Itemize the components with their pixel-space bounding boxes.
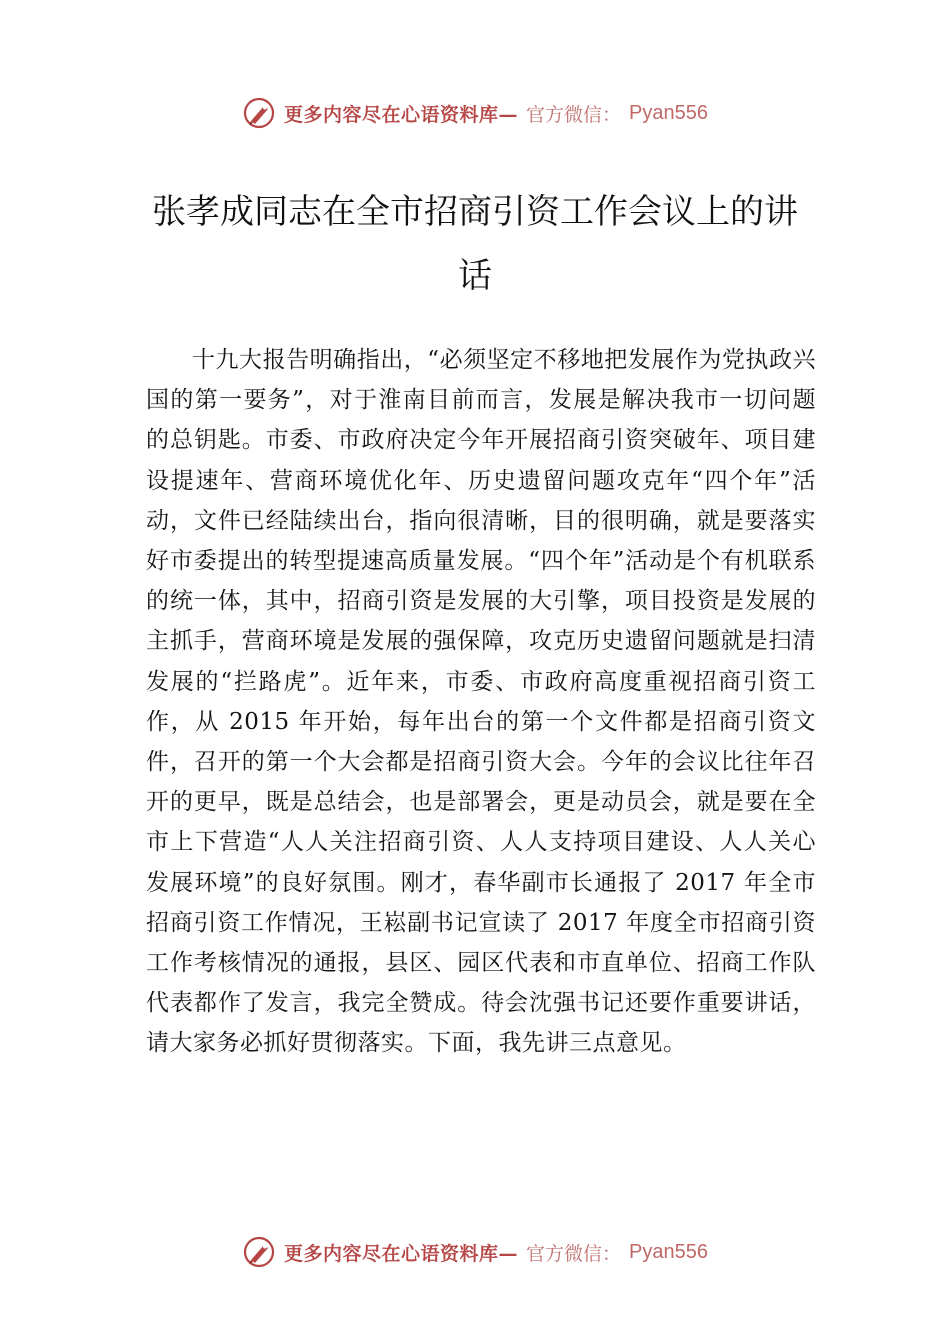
banner-wechat-id: Pyan556 [629,1240,708,1263]
banner-text: 更多内容尽在心语资料库— [284,103,519,126]
body-paragraph: 十九大报告明确指出，“必须坚定不移地把发展作为党执政兴国的第一要务”，对于淮南目前而言，发展是解决我市一切问题的总钥匙。市委、市政府决定今年开展招商引资突破年、项目建设提速年、营商环境优化年、历史遗留问题攻克年“四个年”活动，文件已经陆续出台，指向很清晰，目的很明确，就是要落实好市委提出的转型提速高质量发展。“四个年”活动是个有机联系的统一体，其中，招商引资是发展的大引擎，项目投资是发展的主抓手，营商环境是发展的强保障，攻克历史遗留问题就是扫清发展的“拦路虎”。近年来，市委、市政府高度重视招商引资工作，从 2015 年开始，每年出台的第一个文件都是招商引资文件，召开的第一个大会都是招商引资大会。今年的会议比往年召开的更早，既是总结会，也是部署会，更是动员会，就是要在全市上下营造“人人关注招商引资、人人支持项目建设、人人关心发展环境”的良好氛围。刚才，春华副市长通报了 2017 年全市招商引资工作情况，王崧副书记宣读了 2017 年度全市招商引资工作考核情况的通报，县区、园区代表和市直单位、招商工作队代表都作了发言，我完全赞成。待会沈强书记还要作重要讲话，请大家务必抓好贯彻落实。下面，我先讲三点意见。 [146,347,816,1057]
banner-wechat-label: 官方微信： [526,1242,622,1265]
header-banner [0,93,950,133]
pen-nib-logo-icon [242,1235,276,1269]
footer-banner [0,1232,950,1272]
banner-wechat-label: 官方微信： [526,103,622,126]
document-title: 张孝成同志在全市招商引资工作会议上的讲话 [152,192,798,296]
pen-nib-logo-icon [242,96,276,130]
banner-text: 更多内容尽在心语资料库— [284,1242,519,1265]
banner-wechat-id: Pyan556 [629,101,708,124]
